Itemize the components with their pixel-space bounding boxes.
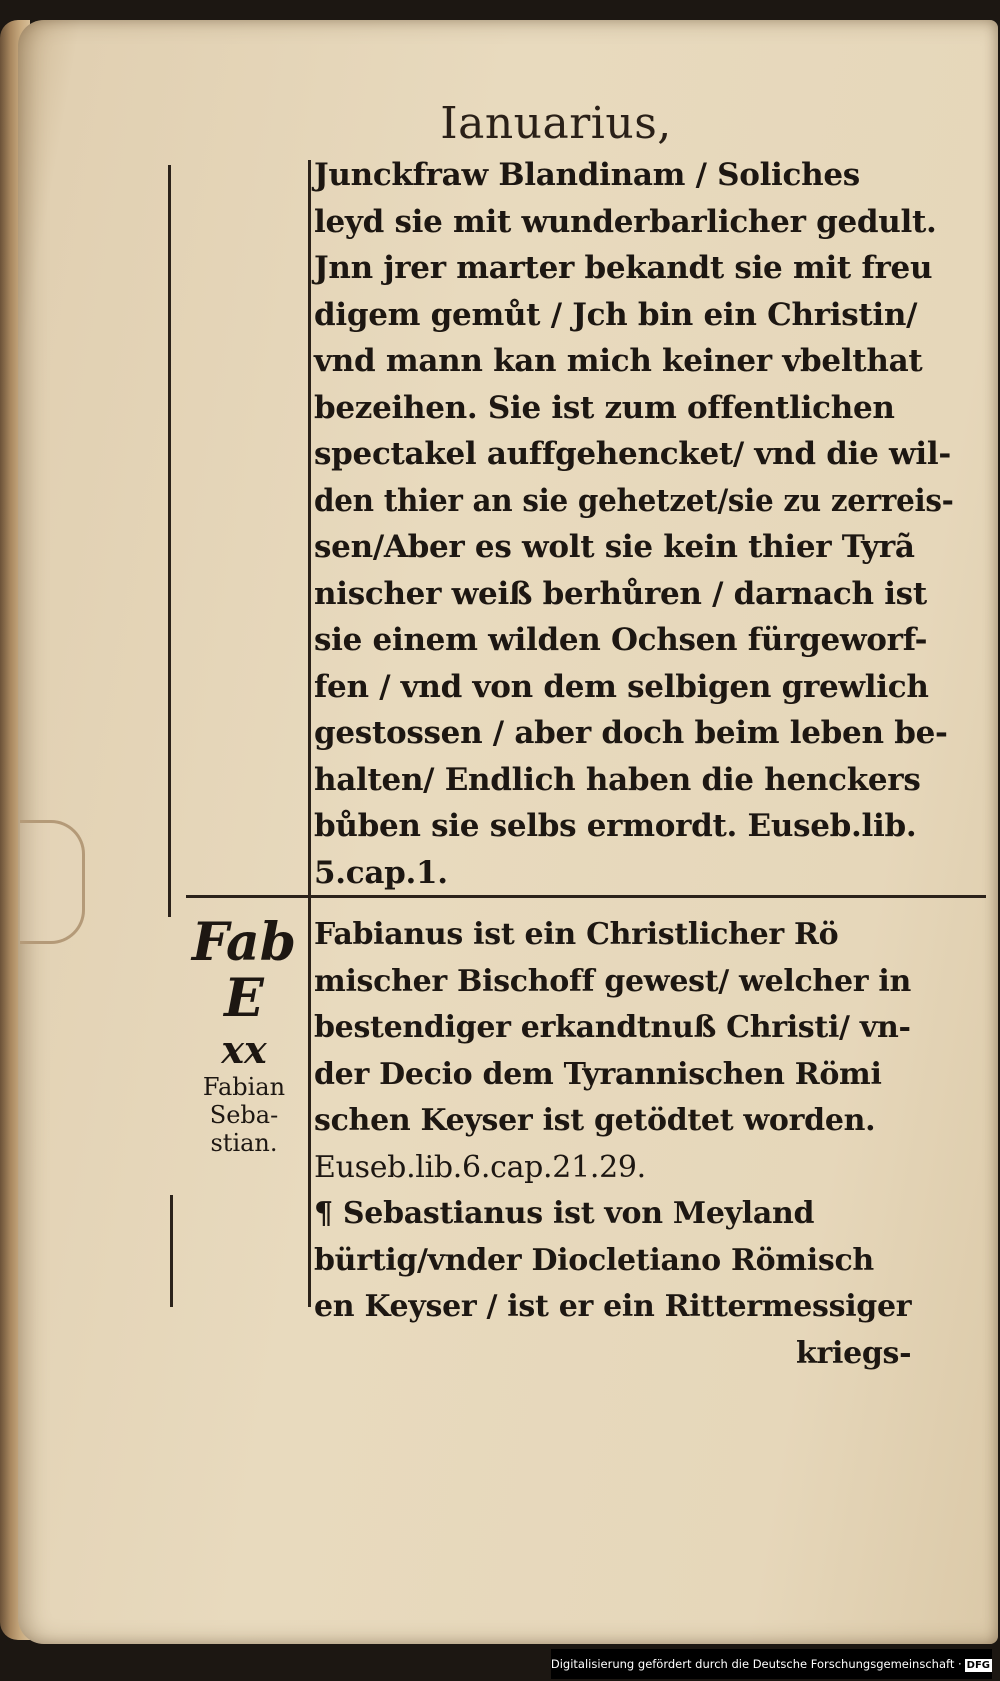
margin-abbr: Fab xyxy=(191,912,297,973)
margin-rule-left-bottom xyxy=(170,1195,173,1307)
margin-name-line: Seba- xyxy=(209,1101,279,1129)
text-line: digem gemůt / Jch bin ein Christin/ xyxy=(314,296,918,333)
text-block-fabian-sebastian xyxy=(314,912,911,1377)
text-line: bestendiger erkandtnuß Christi/ vn- xyxy=(314,1010,911,1045)
text-line: Euseb.lib.6.cap.21.29. xyxy=(314,1149,646,1185)
text-line: ¶ Sebastianus ist von Meyland xyxy=(314,1196,815,1231)
text-line: der Decio dem Tyrannischen Römi xyxy=(314,1056,882,1092)
text-line: bůben sie selbs ermordt. Euseb.lib. xyxy=(314,808,917,844)
margin-day-numeral: xx xyxy=(221,1027,267,1072)
text-line: gestossen / aber doch beim leben be- xyxy=(314,715,948,751)
page-header xyxy=(18,98,998,149)
text-line: schen Keyser ist getödtet worden. xyxy=(314,1103,876,1138)
text-line: sie einem wilden Ochsen fürgeworf- xyxy=(314,622,928,658)
dfg-logo: DFG xyxy=(966,1660,990,1671)
text-line: mischer Bischoff gewest/ welcher in xyxy=(314,963,911,999)
text-line: vnd mann kan mich keiner vbelthat xyxy=(314,343,923,379)
text-line: leyd sie mit wunderbarlicher gedult. xyxy=(314,203,937,240)
text-line: nischer weiß berhůren / darnach ist xyxy=(314,575,927,612)
margin-rule-left-top xyxy=(168,165,171,917)
text-line: bezeihen. Sie ist zum offentlichen xyxy=(314,389,895,426)
page-clip xyxy=(20,820,85,944)
text-line: den thier an sie gehetzet/sie zu zerreis- xyxy=(314,482,954,519)
text-line: Jnn jrer marter bekandt sie mit freu xyxy=(314,250,933,286)
digitization-credit xyxy=(551,1649,992,1679)
margin-name-line: Fabian xyxy=(202,1073,286,1101)
text-line: Fabianus ist ein Christlicher Rö xyxy=(314,917,839,952)
text-line: Junckfraw Blandinam / Soliches xyxy=(314,157,860,193)
text-line: fen / vnd von dem selbigen grewlich xyxy=(314,668,929,705)
text-line: 5.cap.1. xyxy=(314,854,448,891)
text-block-blandina xyxy=(314,152,989,896)
book-page xyxy=(18,20,998,1644)
margin-name-line: stian. xyxy=(210,1129,278,1157)
text-line: spectakel auffgehencket/ vnd die wil- xyxy=(314,436,951,472)
margin-note xyxy=(186,912,302,1157)
margin-rule-right-bottom xyxy=(308,905,311,1307)
text-line: halten/ Endlich haben die henckers xyxy=(314,761,921,798)
text-line: kriegs- xyxy=(795,1335,912,1371)
text-line: bürtig/vnder Diocletiano Römisch xyxy=(314,1242,874,1278)
credit-text: Digitalisierung gefördert durch die Deutsche Forschungsgemeinschaft · xyxy=(550,1657,962,1671)
margin-dominical-letter: E xyxy=(224,968,264,1029)
margin-rule-right-top xyxy=(308,160,311,912)
text-line: sen/Aber es wolt sie kein thier Tyrã xyxy=(314,529,915,565)
text-line: en Keyser / ist er ein Rittermessiger xyxy=(314,1289,912,1324)
page-header-text: Ianuarius, xyxy=(440,98,672,149)
